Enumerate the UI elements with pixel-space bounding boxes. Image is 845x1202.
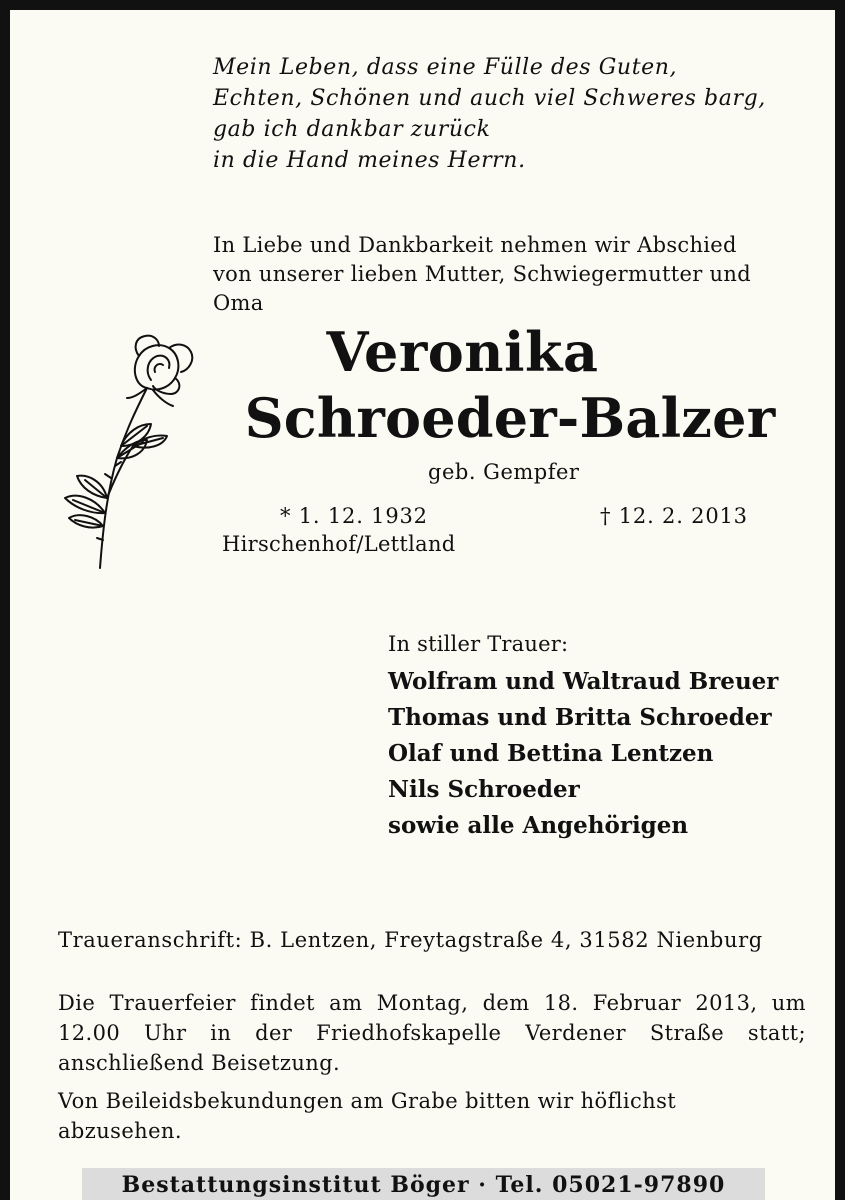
deceased-first-name: Veronika bbox=[326, 320, 599, 384]
funeral-home-banner: Bestattungsinstitut Böger · Tel. 05021-97890 bbox=[82, 1168, 765, 1200]
mourners-list bbox=[388, 664, 778, 844]
mourner-name: Nils Schroeder bbox=[388, 776, 580, 803]
intro-text bbox=[213, 231, 751, 318]
intro-line: In Liebe und Dankbarkeit nehmen wir Abschied bbox=[213, 233, 737, 257]
poem-line: Echten, Schönen und auch viel Schweres barg, bbox=[213, 86, 766, 111]
poem-line: gab ich dankbar zurück bbox=[213, 117, 491, 142]
poem bbox=[213, 52, 766, 176]
poem-line: in die Hand meines Herrn. bbox=[213, 148, 526, 173]
intro-line: Oma bbox=[213, 291, 264, 315]
maiden-name: geb. Gempfer bbox=[428, 460, 580, 484]
mourner-name: Thomas und Britta Schroeder bbox=[388, 704, 772, 731]
intro-line: von unserer lieben Mutter, Schwiegermutter und bbox=[213, 262, 751, 286]
poem-line: Mein Leben, dass eine Fülle des Guten, bbox=[213, 55, 678, 80]
mourning-address: Traueranschrift: B. Lentzen, Freytagstraße 4, 31582 Nienburg bbox=[58, 928, 763, 952]
condolence-note: Von Beileidsbekundungen am Grabe bitten wir höflichst abzusehen. bbox=[58, 1089, 677, 1143]
death-date: † 12. 2. 2013 bbox=[600, 504, 748, 528]
mourner-name: Olaf und Bettina Lentzen bbox=[388, 740, 714, 767]
birth-date: * 1. 12. 1932 bbox=[280, 504, 428, 528]
birthplace: Hirschenhof/Lettland bbox=[222, 532, 456, 556]
deceased-last-name: Schroeder-Balzer bbox=[244, 386, 776, 450]
ceremony-info: Die Trauerfeier findet am Montag, dem 18. Februar 2013, um 12.00 Uhr in der Friedhofskapelle Verdener Straße statt; anschließend Beisetzung. bbox=[58, 991, 806, 1075]
mourners-intro: In stiller Trauer: bbox=[388, 632, 569, 656]
mourner-name: Wolfram und Waltraud Breuer bbox=[388, 668, 779, 695]
mourner-name: sowie alle Angehörigen bbox=[388, 812, 689, 839]
